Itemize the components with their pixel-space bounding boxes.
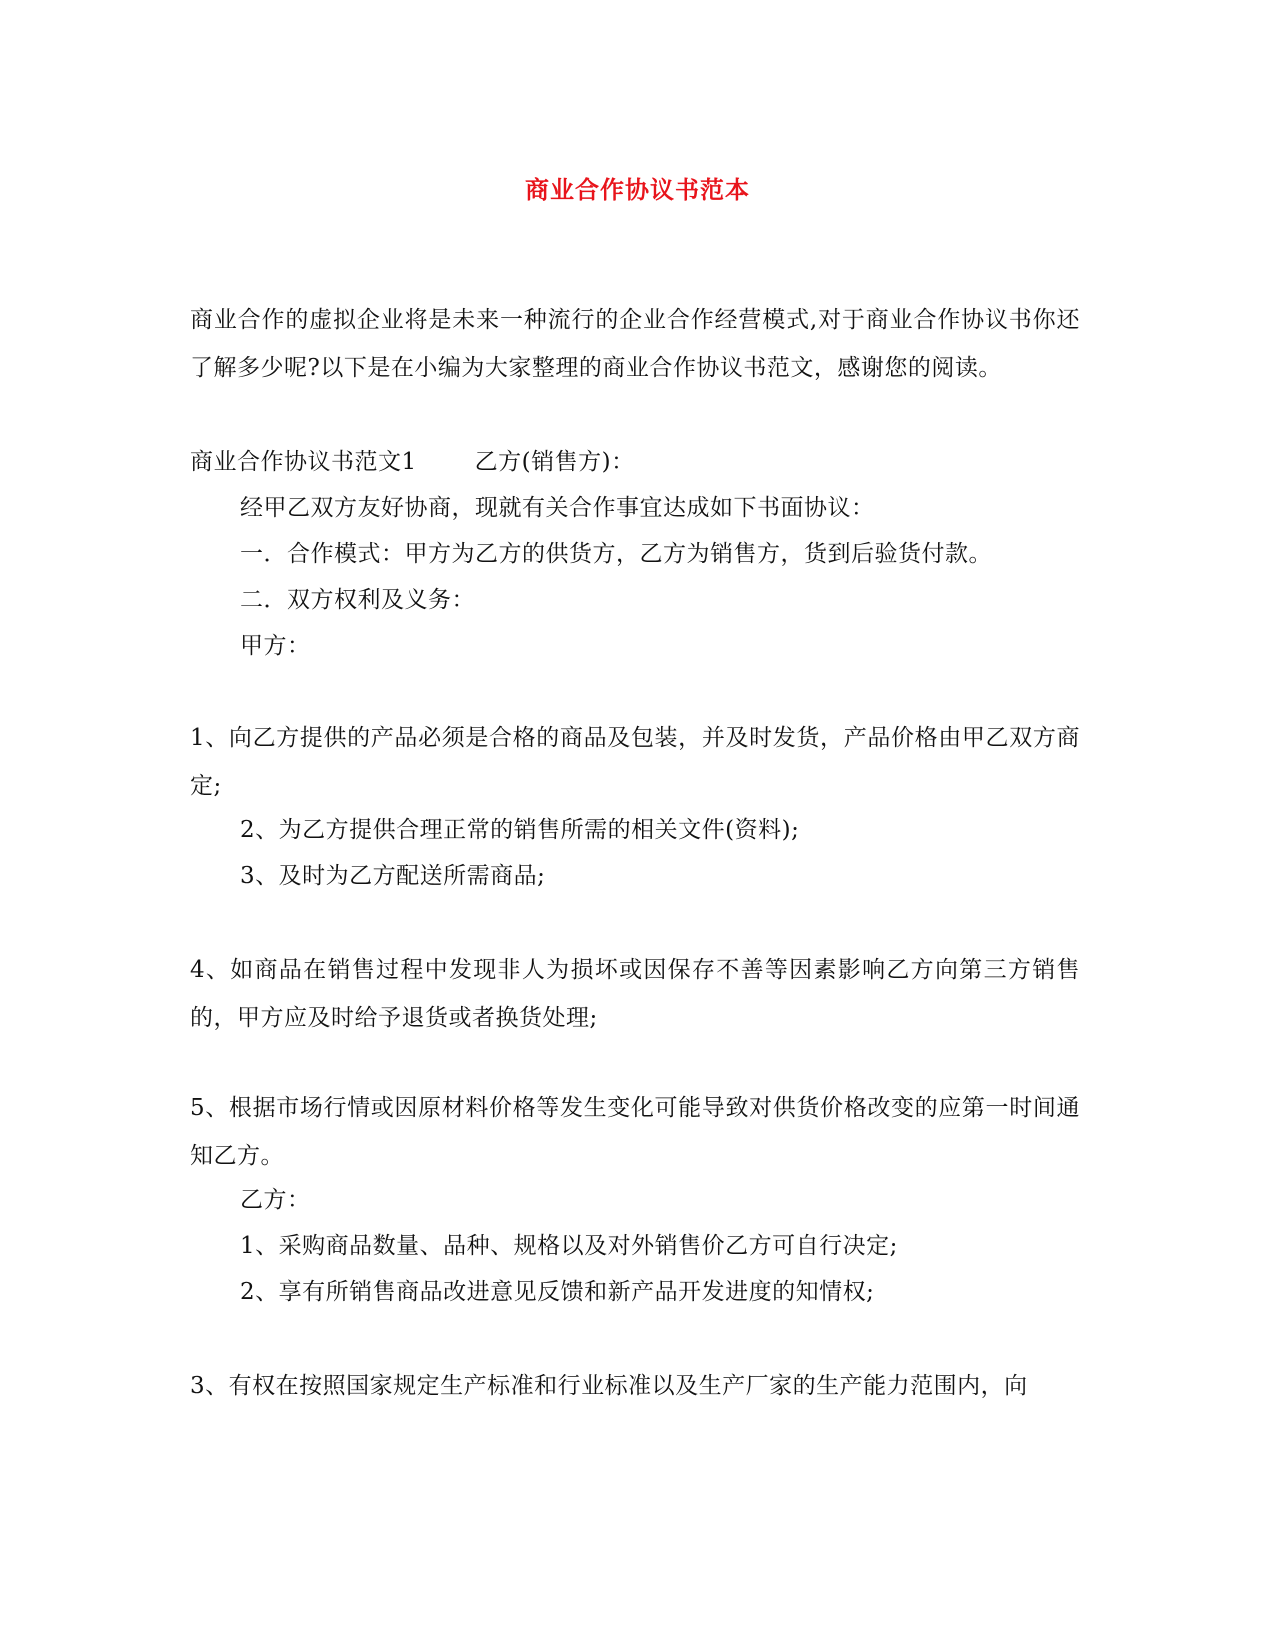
negotiation-paragraph: 经甲乙双方友好协商，现就有关合作事宜达成如下书面协议： bbox=[240, 495, 875, 521]
party-b-seller-label: 乙方(销售方)： bbox=[474, 449, 635, 475]
party-b-item-2: 2、享有所销售商品改进意见反馈和新产品开发进度的知情权; bbox=[240, 1279, 875, 1305]
party-b-item-3: 3、有权在按照国家规定生产标准和行业标准以及生产厂家的生产能力范围内，向 bbox=[190, 1373, 1028, 1399]
intro-paragraph: 商业合作的虚拟企业将是未来一种流行的企业合作经营模式,对于商业合作协议书你还了解多少呢?以下是在小编为大家整理的商业合作协议书范文，感谢您的阅读。 bbox=[190, 307, 1080, 381]
party-b-item-1: 1、采购商品数量、品种、规格以及对外销售价乙方可自行决定; bbox=[240, 1233, 898, 1259]
rights-obligations-heading: 二．双方权利及义务： bbox=[240, 587, 475, 613]
party-b-label: 乙方： bbox=[240, 1187, 311, 1213]
party-a-label: 甲方： bbox=[240, 633, 311, 659]
party-a-item-2: 2、为乙方提供合理正常的销售所需的相关文件(资料); bbox=[240, 817, 800, 843]
document-title: 商业合作协议书范本 bbox=[525, 175, 750, 204]
party-a-item-5: 5、根据市场行情或因原材料价格等发生变化可能导致对供货价格改变的应第一时间通知乙方。 bbox=[190, 1095, 1080, 1169]
section-heading-title: 商业合作协议书范文1 bbox=[190, 449, 417, 475]
section-heading bbox=[190, 438, 1080, 486]
party-a-item-1: 1、向乙方提供的产品必须是合格的商品及包装，并及时发货，产品价格由甲乙双方商定; bbox=[190, 725, 1080, 799]
party-a-item-3: 3、及时为乙方配送所需商品; bbox=[240, 863, 546, 889]
party-a-item-4: 4、如商品在销售过程中发现非人为损坏或因保存不善等因素影响乙方向第三方销售的，甲方应及时给予退货或者换货处理; bbox=[190, 957, 1080, 1031]
cooperation-mode-paragraph: 一．合作模式：甲方为乙方的供货方，乙方为销售方，货到后验货付款。 bbox=[240, 541, 992, 567]
